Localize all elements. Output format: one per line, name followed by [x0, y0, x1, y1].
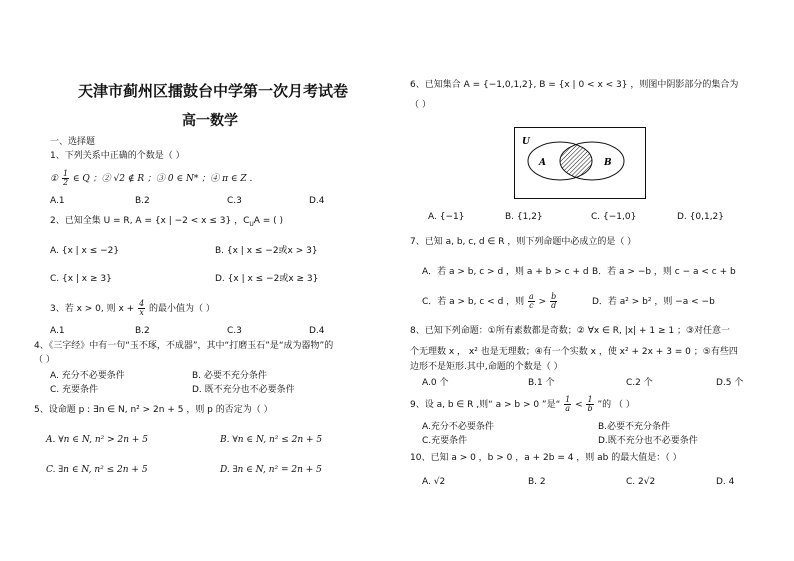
venn-label-a: A — [539, 158, 546, 168]
page-title: 天津市蓟州区擂鼓台中学第一次月考试卷 — [78, 82, 349, 100]
section-heading: 一、选择题 — [50, 137, 96, 147]
venn-label-u: U — [522, 137, 530, 147]
q10-option-d: D. 4 — [716, 477, 735, 487]
q7-option-c-text: C．若 a > b, c < d ，则 — [422, 297, 528, 307]
q2-stem-main: 2、已知全集 U = R, A = {x | −2 < x ≤ 3} ，C — [50, 216, 250, 226]
q10-stem: 10、已知 a > 0 ，b > 0 ，a + 2b = 4 ，则 ab 的最大值是：（ ） — [410, 453, 682, 463]
venn-diagram — [514, 127, 646, 199]
q8-option-d: D.5 个 — [716, 378, 744, 388]
q5-option-a: A. ∀n ∈ N, n² > 2n + 5 — [46, 435, 149, 445]
q3-stem — [50, 300, 215, 318]
q10-option-b: B. 2 — [528, 477, 546, 487]
q8-line1: 8、已知下列命题：①所有素数都是奇数；② ∀x ∈ R, |x| + 1 ≥ 1 ；③对任意一 — [410, 326, 731, 336]
q9-stem-b: ”的 （ ） — [594, 400, 635, 410]
q8-line3: 边形不是矩形.其中,命题的个数是（ ） — [410, 362, 563, 372]
q2-stem — [50, 216, 283, 230]
q5-option-c: C. ∃n ∈ N, n² ≤ 2n + 5 — [46, 465, 148, 475]
q9-frac1: $\frac{1}{a}$ — [565, 395, 571, 413]
q4-stem-line2: （ ） — [34, 355, 55, 365]
q8-option-a: A.0 个 — [422, 378, 449, 388]
q2-option-b: B. {x | x ≤ −2或x > 3} — [215, 246, 318, 256]
q8-line2: 个无理数 x ， x² 也是无理数；④有一个实数 x ，使 x² + 2x + 3 = 0 ；⑤有些四 — [410, 347, 738, 357]
q3-option-c: C.3 — [227, 326, 242, 336]
q2-option-d: D. {x | x ≤ −2或x ≥ 3} — [215, 274, 319, 284]
q1-option-c: C.3 — [227, 196, 242, 206]
q2-stem-sub: U — [249, 220, 254, 228]
q5-option-d: D. ∃n ∈ N, n² = 2n + 5 — [220, 465, 322, 475]
q1-option-d: D.4 — [309, 196, 325, 206]
page-subtitle: 高一数学 — [182, 113, 238, 129]
q6-option-b: B. {1,2} — [505, 212, 543, 222]
q7-option-c — [422, 292, 558, 312]
q4-option-b: B. 必要不充分条件 — [192, 371, 267, 381]
q1-option-a: A.1 — [50, 196, 65, 206]
q1-body — [50, 170, 252, 188]
venn-label-b: B — [604, 158, 612, 168]
q9-frac2: $\frac{1}{b}$ — [587, 395, 593, 413]
q3-stem-a: 3、若 x > 0, 则 x + — [50, 304, 138, 314]
q1-option-b: B.2 — [135, 196, 150, 206]
q4-stem-line1: 4、《三字经》中有一句“玉不琢，不成器”，其中“打磨玉石”是“成为器物”的 — [34, 341, 334, 351]
q7-option-c-gt: > — [535, 297, 550, 307]
q3-option-b: B.2 — [135, 326, 150, 336]
q3-option-d: D.4 — [309, 326, 325, 336]
q3-fraction: $\frac{4}{x}$ — [139, 299, 145, 317]
q1-body-a: ① — [50, 174, 61, 184]
q1-fraction: $\frac{1}{2}$ — [62, 169, 69, 187]
q6-option-c: C. {−1,0} — [591, 212, 637, 222]
q7-option-c-frac1: $\frac{a}{c}$ — [529, 292, 534, 310]
q6-stem: 6、已知集合 A = {−1,0,1,2}, B = {x | 0 < x < 3} ，则图中阴影部分的集合为 — [410, 80, 739, 90]
q5-stem: 5、设命题 p : ∃n ∈ N, n² > 2n + 5 ，则 p 的否定为（ ） — [34, 405, 273, 415]
q1-stem: 1、下列关系中正确的个数是（ ） — [50, 151, 185, 161]
q9-stem — [410, 396, 635, 414]
q2-stem-end: A = ( ) — [253, 216, 284, 226]
q7-option-b: B．若 a > −b ，则 c − a < c + b — [592, 267, 736, 277]
q4-option-a: A. 充分不必要条件 — [50, 371, 125, 381]
q3-stem-b: 的最小值为（ ） — [146, 304, 215, 314]
q9-option-b: B.必要不充分条件 — [598, 422, 671, 432]
q5-option-b: B. ∀n ∈ N, n² ≤ 2n + 5 — [220, 435, 323, 445]
q4-option-d: D. 既不充分也不必要条件 — [192, 385, 295, 395]
q1-body-b: ∈ Q ；② √2 ∉ R ；③ 0 ∈ N* ；④ π ∈ Z . — [70, 174, 253, 184]
q7-option-d: D．若 a² > b² ，则 −a < −b — [592, 297, 715, 307]
q7-option-c-frac2: $\frac{b}{d}$ — [551, 292, 557, 310]
q7-stem: 7、已知 a, b, c, d ∈ R ，则下列命题中必成立的是（ ） — [410, 237, 637, 247]
q6-option-d: D. {0,1,2} — [677, 212, 725, 222]
q9-lt: < — [572, 400, 586, 410]
q8-option-c: C.2 个 — [626, 378, 653, 388]
q10-option-c: C. 2√2 — [626, 477, 656, 487]
q2-option-c: C. {x | x ≥ 3} — [50, 274, 112, 284]
q9-stem-a: 9、设 a, b ∈ R ,则“ a > b > 0 ”是“ — [410, 400, 564, 410]
q9-option-a: A.充分不必要条件 — [422, 422, 494, 432]
q9-option-d: D.既不充分也不必要条件 — [598, 436, 698, 446]
q3-option-a: A.1 — [50, 326, 65, 336]
q6-stem-line2: （ ） — [410, 100, 431, 110]
q10-option-a: A. √2 — [422, 477, 446, 487]
q7-option-a: A．若 a > b, c > d ，则 a + b > c + d — [422, 267, 589, 277]
q6-option-a: A. {−1} — [428, 212, 465, 222]
q4-option-c: C. 充要条件 — [50, 385, 99, 395]
q8-option-b: B.1 个 — [528, 378, 555, 388]
q9-option-c: C.充要条件 — [422, 436, 468, 446]
q2-option-a: A. {x | x ≤ −2} — [50, 246, 120, 256]
